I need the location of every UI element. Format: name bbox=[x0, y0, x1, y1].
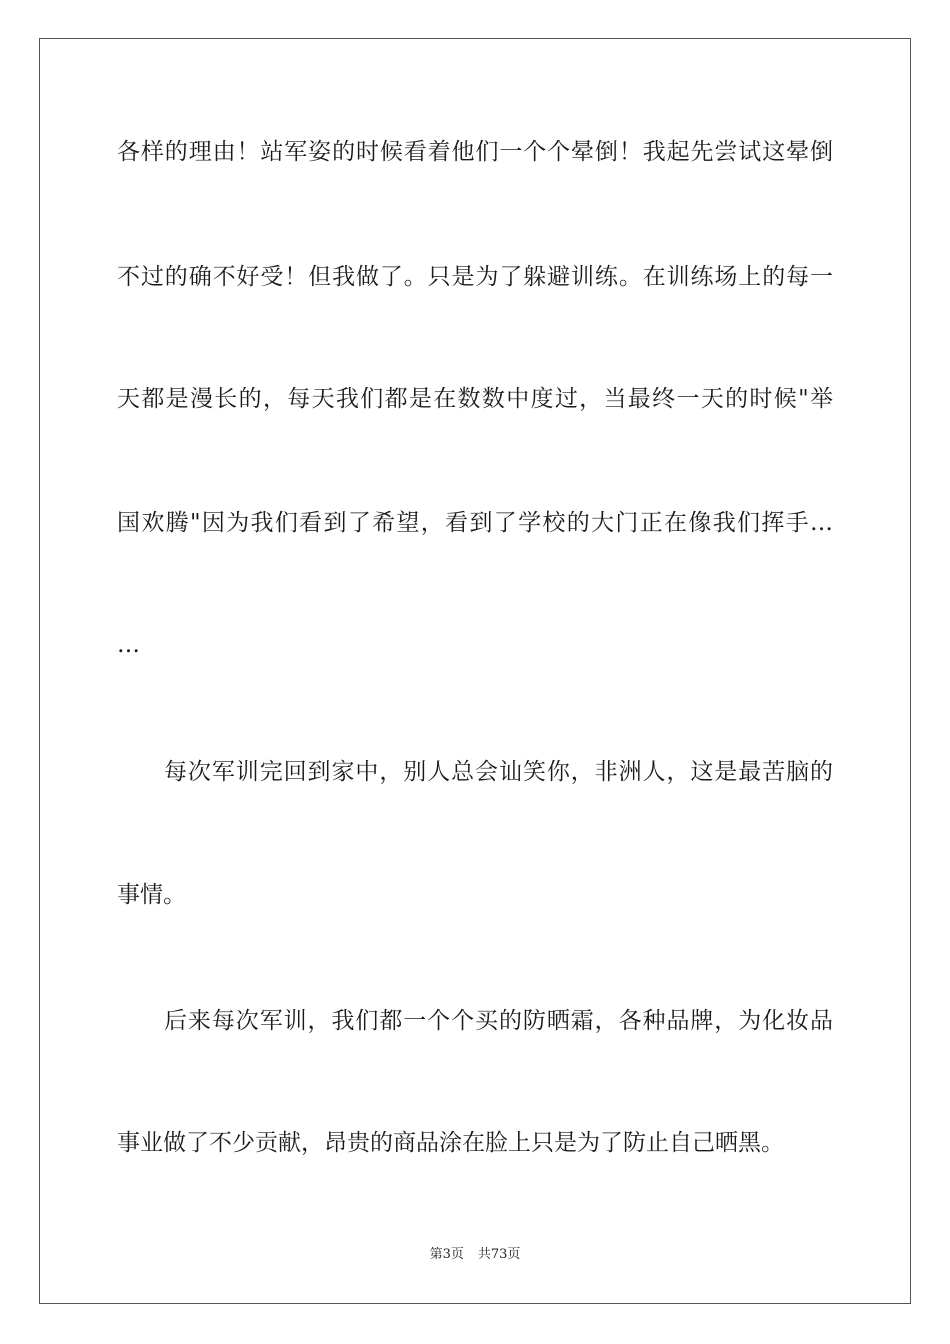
paragraph-line-4: 国欢腾"因为我们看到了希望，看到了学校的大门正在像我们挥手… bbox=[117, 510, 833, 536]
paragraph-line-7: 事情。 bbox=[117, 882, 186, 908]
page-footer bbox=[0, 1247, 950, 1263]
paragraph-line-5: … bbox=[117, 632, 140, 658]
page-border bbox=[39, 38, 911, 1304]
paragraph-line-2: 不过的确不好受！但我做了。只是为了躲避训练。在训练场上的每一 bbox=[117, 264, 833, 290]
paragraph-line-9: 事业做了不少贡献，昂贵的商品涂在脸上只是为了防止自己晒黑。 bbox=[117, 1130, 784, 1156]
paragraph-line-1: 各样的理由！站军姿的时候看着他们一个个晕倒！我起先尝试这晕倒 bbox=[117, 139, 833, 165]
page-total: 共73页 bbox=[477, 1247, 521, 1262]
page-number: 第3页 bbox=[429, 1247, 464, 1262]
paragraph-line-6: 每次军训完回到家中，别人总会讪笑你，非洲人，这是最苦脑的 bbox=[164, 759, 833, 785]
paragraph-line-3: 天都是漫长的，每天我们都是在数数中度过，当最终一天的时候"举 bbox=[117, 386, 833, 412]
paragraph-line-8: 后来每次军训，我们都一个个买的防晒霜，各种品牌，为化妆品 bbox=[164, 1008, 833, 1034]
